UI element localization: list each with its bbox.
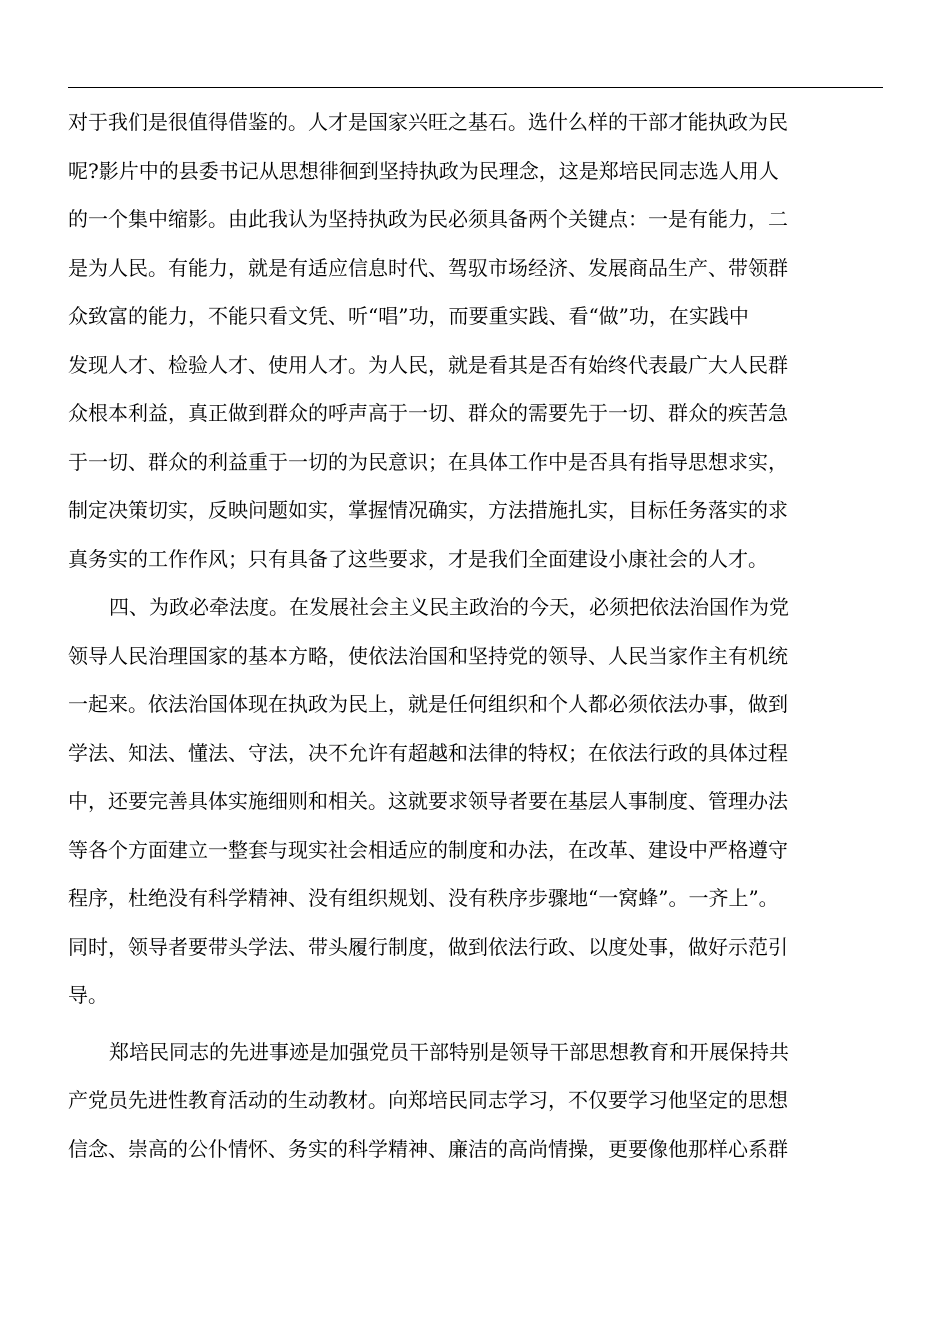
text-line: 产党员先进性教育活动的生动教材。向郑培民同志学习，不仅要学习他坚定的思想 (68, 1088, 788, 1112)
text-line: 程序，杜绝没有科学精神、没有组织规划、没有秩序步骤地“一窝蜂”。一齐上”。 (68, 886, 779, 910)
paragraph-1 (68, 98, 883, 583)
text-line: 领导人民治理国家的基本方略，使依法治国和坚持党的领导、人民当家作主有机统 (68, 643, 788, 668)
text-line: 真务实的工作作风；只有具备了这些要求，才是我们全面建设小康社会的人才。 (68, 546, 768, 571)
text-line: 导。 (68, 983, 108, 1007)
text-line: 呢?影片中的县委书记从思想徘徊到坚持执政为民理念，这是郑培民同志选人用人 (68, 158, 779, 183)
header-rule (68, 87, 883, 88)
text-line: 同时，领导者要带头学法、带头履行制度，做到依法行政、以度处事，做好示范引 (68, 934, 788, 959)
text-line: 学法、知法、懂法、守法，决不允许有超越和法律的特权；在依法行政的具体过程 (68, 740, 788, 765)
text-line: 郑培民同志的先进事迹是加强党员干部特别是领导干部思想教育和开展保持共 (109, 1039, 789, 1064)
paragraph-spacer (68, 1020, 883, 1028)
text-line: 对于我们是很值得借鉴的。人才是国家兴旺之基石。选什么样的干部才能执政为民 (68, 110, 788, 134)
text-line: 四、为政必牵法度。在发展社会主义民主政治的今天，必须把依法治国作为党 (109, 595, 789, 619)
text-line: 中，还要完善具体实施细则和相关。这就要求领导者要在基层人事制度、管理办法 (68, 789, 788, 813)
paragraph-2 (68, 583, 883, 1020)
text-line: 众致富的能力，不能只看文凭、听“唱”功，而要重实践、看“做”功，在实践中 (68, 304, 749, 328)
text-line: 于一切、群众的利益重于一切的为民意识；在具体工作中是否具有指导思想求实， (68, 449, 788, 474)
text-line: 等各个方面建立一整套与现实社会相适应的制度和办法，在改革、建设中严格遵守 (68, 837, 788, 862)
text-line: 是为人民。有能力，就是有适应信息时代、驾驭市场经济、发展商品生产、带领群 (68, 255, 788, 280)
paragraph-3 (68, 1028, 883, 1174)
text-line: 一起来。依法治国体现在执政为民上，就是任何组织和个人都必须依法办事，做到 (68, 692, 788, 716)
text-line: 的一个集中缩影。由此我认为坚持执政为民必须具备两个关键点：一是有能力，二 (68, 207, 788, 231)
text-line: 信念、崇高的公仆情怀、务实的科学精神、廉洁的高尚情操，更要像他那样心系群 (68, 1136, 788, 1161)
document-body (68, 98, 883, 1173)
text-line: 制定决策切实，反映问题如实，掌握情况确实，方法措施扎实，目标任务落实的求 (68, 498, 788, 522)
text-line: 发现人才、检验人才、使用人才。为人民，就是看其是否有始终代表最广大人民群 (68, 352, 788, 377)
text-line: 众根本利益，真正做到群众的呼声高于一切、群众的需要先于一切、群众的疾苦急 (68, 401, 788, 425)
